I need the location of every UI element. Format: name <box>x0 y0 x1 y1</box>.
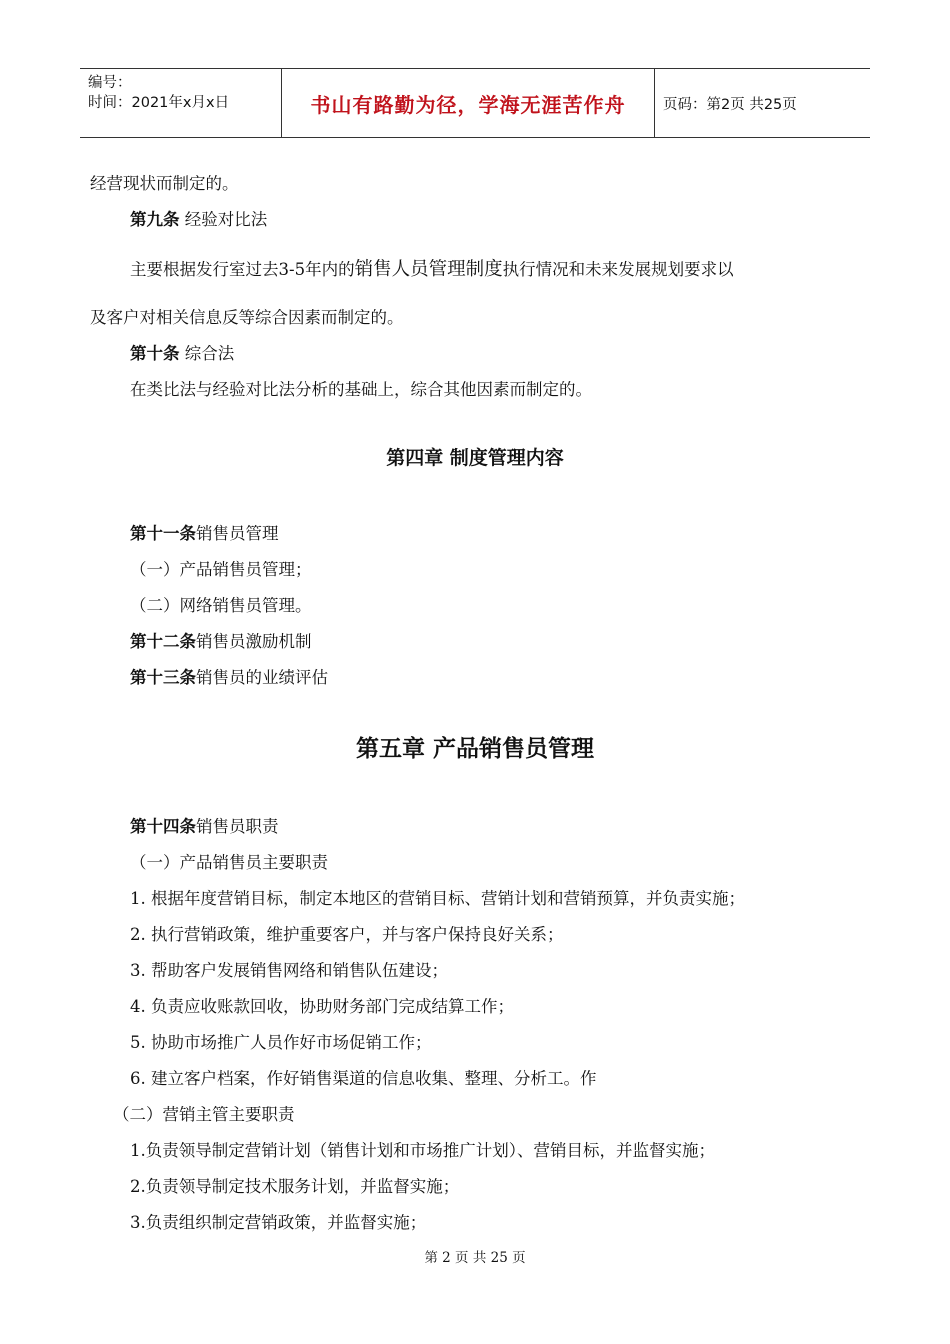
header-page-info: 页码：第2页 共25页 <box>663 96 797 113</box>
article-title: 第九条 <box>130 210 180 229</box>
article-title: 第十四条 <box>130 817 196 836</box>
header-motto: 书山有路勤为径，学海无涯苦作舟 <box>282 69 655 137</box>
list-item: 4. 负责应收账款回收，协助财务部门完成结算工作； <box>130 997 514 1016</box>
article-12 <box>130 628 312 652</box>
chapter-heading: 第四章 制度管理内容 <box>386 447 564 469</box>
list-item: （一）产品销售员管理； <box>130 560 312 579</box>
article-11 <box>130 520 279 544</box>
text-line: 经营现状而制定的。 <box>90 174 239 193</box>
list-item: 3. 帮助客户发展销售网络和销售队伍建设； <box>130 961 448 980</box>
header-number: 编号： <box>88 75 132 91</box>
text-line <box>130 255 734 281</box>
page-header <box>80 68 870 138</box>
article-title: 第十一条 <box>130 524 196 543</box>
header-date: 时间：2021年x月x日 <box>88 95 230 111</box>
page-footer: 第 2 页 共 25 页 <box>424 1250 526 1266</box>
article-text: 销售员职责 <box>196 817 279 836</box>
text-line: 在类比法与经验对比法分析的基础上，综合其他因素而制定的。 <box>130 380 592 399</box>
text-span: 执行情况和未来发展规划要求以 <box>502 260 734 279</box>
section-heading: （二）营销主管主要职责 <box>113 1105 295 1124</box>
article-title: 第十二条 <box>130 632 196 651</box>
list-item: 1. 根据年度营销目标，制定本地区的营销目标、营销计划和营销预算，并负责实施； <box>130 889 745 908</box>
list-item: （二）网络销售员管理。 <box>130 596 312 615</box>
article-14 <box>130 813 279 837</box>
text-line: 及客户对相关信息反等综合因素而制定的。 <box>90 308 404 327</box>
list-item: 1.负责领导制定营销计划（销售计划和市场推广计划）、营销目标，并监督实施； <box>130 1141 715 1160</box>
article-9 <box>130 206 267 230</box>
article-text: 销售员的业绩评估 <box>196 668 328 687</box>
article-text: 销售员管理 <box>196 524 279 543</box>
list-item: 5. 协助市场推广人员作好市场促销工作； <box>130 1033 432 1052</box>
list-item: 2. 执行营销政策，维护重要客户，并与客户保持良好关系； <box>130 925 564 944</box>
article-title: 第十三条 <box>130 668 196 687</box>
section-heading: （一）产品销售员主要职责 <box>130 853 328 872</box>
chapter-heading: 第五章 产品销售员管理 <box>355 736 594 762</box>
article-13 <box>130 664 328 688</box>
list-item: 3.负责组织制定营销政策，并监督实施； <box>130 1213 427 1232</box>
list-item: 2.负责领导制定技术服务计划，并监督实施； <box>130 1177 460 1196</box>
text-span-large: 销售人员管理制度 <box>354 259 503 280</box>
article-10 <box>130 340 234 364</box>
article-text: 经验对比法 <box>184 210 268 229</box>
header-meta <box>80 69 282 137</box>
text-span: 主要根据发行室过去3-5年内的 <box>130 260 355 279</box>
list-item: 6. 建立客户档案，作好销售渠道的信息收集、整理、分析工。作 <box>130 1069 597 1088</box>
article-text: 综合法 <box>184 344 235 363</box>
article-text: 销售员激励机制 <box>196 632 312 651</box>
article-title: 第十条 <box>130 344 180 363</box>
